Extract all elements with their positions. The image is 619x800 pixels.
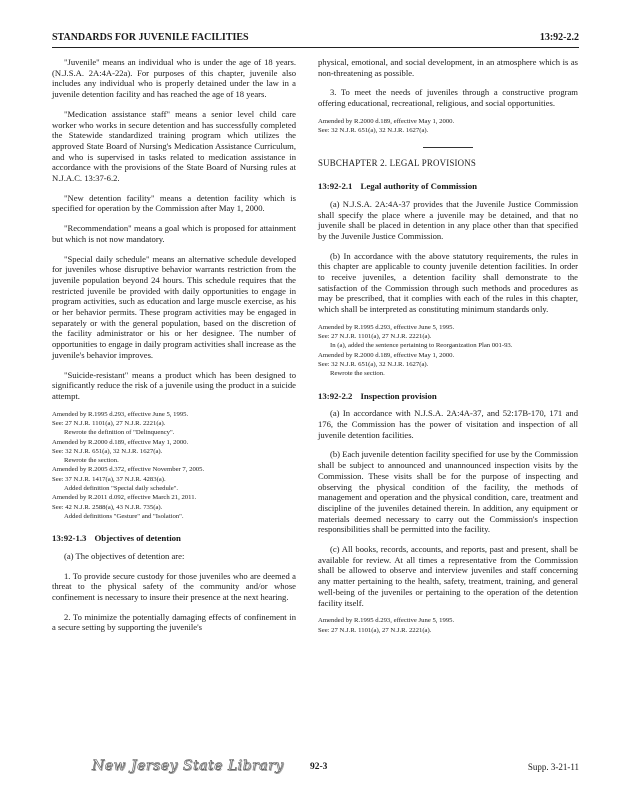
history-line: Amended by R.1995 d.293, effective June 5, 1995. <box>52 410 189 418</box>
subsection-b: (b) Each juvenile detention facility specified for use by the Commission shall be subject to announced and unannounced inspection visits by the Commission. These visits shall be for the purpose of inspecting and observing the physical condition of the facility, the methods of management and operation and the physical condition, care, treatment and discipline of the juveniles detained therein. In addition, any equipment or materials deemed necessary to carry out the Commission's inspection responsibilities shall be permitted into the facility. <box>318 449 578 535</box>
section-number: 13:92-2.2 <box>318 390 353 401</box>
objective-3: 3. To meet the needs of juveniles through a constructive program offering educational, recreational, religious, and social opportunities. <box>318 87 578 109</box>
history-line: Rewrote the section. <box>64 457 119 465</box>
running-header <box>52 32 579 48</box>
history-note <box>52 411 296 522</box>
history-line: See: 32 N.J.R. 651(a), 32 N.J.R. 1627(a). <box>318 361 429 369</box>
subsection-a: (a) In accordance with N.J.S.A. 2A:4A-37, and 52:17B-170, 171 and 176, the Commission has the power of visitation and inspection of all juvenile detention facilities. <box>318 408 578 440</box>
history-line: See: 27 N.J.R. 1101(a), 27 N.J.R. 2221(a). <box>318 333 432 341</box>
history-line: Rewrote the definition of "Delinquency". <box>64 429 175 437</box>
history-line: See: 27 N.J.R. 1101(a), 27 N.J.R. 2221(a). <box>318 626 432 634</box>
section-title: Objectives of detention <box>94 533 181 544</box>
subsection-a: (a) The objectives of detention are: <box>64 550 185 561</box>
header-section-ref: 13:92-2.2 <box>539 32 579 43</box>
history-line: In (a), added the sentence pertaining to Reorganization Plan 001-93. <box>330 342 513 350</box>
history-note <box>318 324 578 379</box>
history-note <box>318 118 578 136</box>
page-footer <box>52 760 579 780</box>
history-line: Amended by R.1995 d.293, effective June 5, 1995. <box>318 323 455 331</box>
subsection-b: (b) In accordance with the above statutory requirements, the rules in this chapter are applicable to county juvenile detention facilities. In order to receive juveniles, a detention facility shall demonstrate to the satisfaction of the Commission through such methods and procedures as may be prescribed, that it complies with each of the rules in this chapter, which shall be interpreted as constituting minimum standards only. <box>318 250 578 315</box>
history-line: Added definitions "Gesture" and "Isolation". <box>64 512 184 520</box>
history-line: See: 42 N.J.R. 2588(a), 43 N.J.R. 735(a). <box>52 503 163 511</box>
objective-2: 2. To minimize the potentially damaging effects of confinement in a secure setting by supporting the juvenile's <box>52 611 296 633</box>
subsection-a: (a) N.J.S.A. 2A:4A-37 provides that the Juvenile Justice Commission shall specify the place where a juvenile may be detained, and that no juvenile shall be placed in detention in any place other than that specified by the Juvenile Justice Commission. <box>318 198 578 241</box>
header-title: STANDARDS FOR JUVENILE FACILITIES <box>52 32 249 43</box>
history-line: Rewrote the section. <box>330 370 385 378</box>
objective-2-continued: physical, emotional, and social development, in an atmosphere which is as non-threatening as possible. <box>318 57 578 78</box>
section-heading <box>52 533 296 544</box>
history-line: See: 32 N.J.R. 651(a), 32 N.J.R. 1627(a). <box>52 447 163 455</box>
definition-suicide-resistant: "Suicide-resistant" means a product which has been designed to significantly reduce the risk of a juvenile using the product in a suicide attempt. <box>52 369 296 401</box>
right-column <box>318 57 578 647</box>
supplement-date: Supp. 3-21-11 <box>527 762 579 772</box>
history-line: Amended by R.2000 d.189, effective May 1, 2000. <box>318 351 455 359</box>
history-line: Added definition "Special daily schedule". <box>64 485 179 493</box>
page-number: 92-3 <box>310 762 328 772</box>
definition-recommendation: "Recommendation" means a goal which is proposed for attainment but which is not now mandatory. <box>52 223 296 244</box>
header-rule <box>52 47 579 48</box>
definition-new-detention-facility: "New detention facility" means a detention facility which is specified for operation by the Commission after May 1, 2000. <box>52 192 296 214</box>
history-line: Amended by R.1995 d.293, effective June 5, 1995. <box>318 617 455 625</box>
library-watermark-logo: New Jersey State Library <box>92 758 284 774</box>
definition-special-daily-schedule: "Special daily schedule" means an alternative schedule developed for juveniles whose disruptive behavior warrants restriction from the juvenile population beyond 24 hours. This schedule requires that the restricted juvenile be provided with daily opportunities to engage in program activities, such as education and large muscle exercise, as his or her behavior permits. These program activities may be engaged in separately or with the general population, based on the discretion of the facility administrator or his or her designee. The number of opportunities to engage in daily program activities shall increase as the juvenile's behavior improves. <box>52 253 296 360</box>
section-number: 13:92-1.3 <box>52 533 87 544</box>
definition-medication-assistance-staff: "Medication assistance staff" means a senior level child care worker who works in secure detention and has successfully completed the Statewide standardized training program which utilizes the approved State Board of Nursing's Medication Assistance Curriculum, and who is supervised in tasks related to medication assistance in accordance with the provisions of the State Board of Nursing rules at N.J.A.C. 13:37-6.2. <box>52 108 296 184</box>
history-line: Amended by R.2005 d.372, effective November 7, 2005. <box>52 466 205 474</box>
history-line: Amended by R.2000 d.189, effective May 1, 2000. <box>318 117 455 125</box>
section-heading <box>318 181 578 192</box>
subsection-c: (c) All books, records, accounts, and reports, past and present, shall be available for review. At all times a representative from the Commission shall be allowed to observe and interview juveniles and staff concerning any matter pertaining to the health, safety, treatment, training, and general well-being of the juveniles or pertaining to the operation of the detention facility itself. <box>318 544 578 608</box>
section-heading <box>318 391 578 402</box>
left-column <box>52 57 296 642</box>
section-number: 13:92-2.1 <box>318 181 353 192</box>
section-title: Legal authority of Commission <box>360 181 478 192</box>
section-title: Inspection provision <box>360 390 437 401</box>
divider <box>423 147 473 148</box>
history-line: Amended by R.2000 d.189, effective May 1, 2000. <box>52 438 189 446</box>
definition-juvenile: "Juvenile" means an individual who is under the age of 18 years. (N.J.S.A. 2A:4A-22a). For purposes of this chapter, juvenile also includes any individual who is properly detained under the law in a juvenile detention facility and has reached the age of 18 years. <box>52 57 296 100</box>
subchapter-heading: SUBCHAPTER 2. LEGAL PROVISIONS <box>318 158 477 169</box>
history-line: See: 32 N.J.R. 651(a), 32 N.J.R. 1627(a). <box>318 127 429 135</box>
objective-1: 1. To provide secure custody for those juveniles who are deemed a threat to the physical safety of the community and/or whose confinement is necessary to insure their presence at the next hearing. <box>52 570 296 603</box>
history-note <box>318 617 578 635</box>
history-line: See: 37 N.J.R. 1417(a), 37 N.J.R. 4283(a). <box>52 475 166 483</box>
history-line: Amended by R.2011 d.092, effective March 21, 2011. <box>52 494 197 502</box>
history-line: See: 27 N.J.R. 1101(a), 27 N.J.R. 2221(a). <box>52 419 166 427</box>
